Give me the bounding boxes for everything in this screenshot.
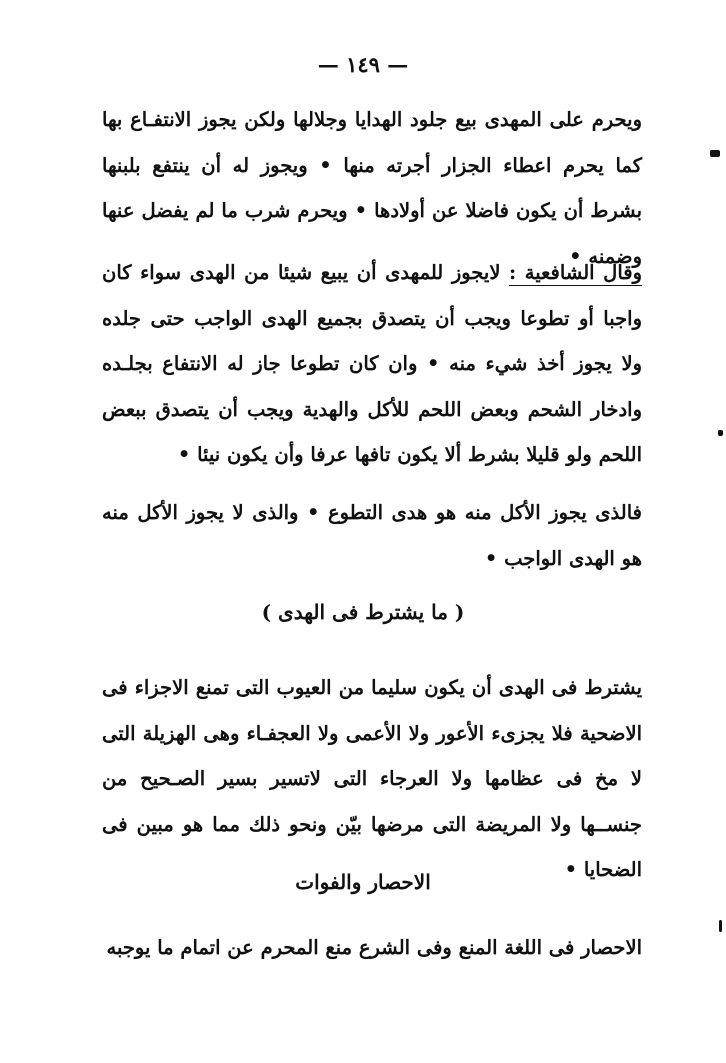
margin-ink-mark xyxy=(718,430,723,436)
paragraph-hady-sale-rules: ويحرم على المهدى بيع جلود الهدايا وجلالها ولكن يجوز الانتفـاع بها كما يحرم اعطاء الجزار أجرته منها • ويجوز له أن ينتفع بلبنها بشرط أن يكون فاضلا عن أولادها • ويحرم شرب ما لم يفضل عنها وضمنه • xyxy=(102,108,642,268)
paragraph-lead-shafii: وقال الشافعية : xyxy=(509,261,642,284)
paragraph-shafii-body: لايجوز للمهدى أن يبيع شيئا من الهدى سواء كان واجبا أو تطوعا ويجب أن يتصدق بجميع الهدى الواجب حتى جلده ولا يجوز أخذ شيء منه • وان كان تطوعا جاز له الانتفاع بجلـده وادخار الشحم وبعض اللحم للأكل والهدية ويجب أن يتصدق ببعض اللحم ولو قليلا بشرط ألا يكون تافها عرفا وأن يكون نيئا • xyxy=(102,261,642,466)
section-heading-ihsar: الاحصار والفوات xyxy=(295,870,431,894)
paragraph-eating-rule: فالذى يجوز الأكل منه هو هدى التطوع • والذى لا يجوز الأكل منه هو الهدى الواجب • xyxy=(102,501,642,570)
paragraph-ihsar-definition: الاحصار فى اللغة المنع وفى الشرع منع المحرم عن اتمام ما يوجبه xyxy=(106,936,642,959)
section-heading-hady-conditions: ( ما يشترط فى الهدى ) xyxy=(261,600,465,624)
paragraph-hady-conditions: يشترط فى الهدى أن يكون سليما من العيوب التى تمنع الاجزاء فى الاضحية فلا يجزىء الأعور ولا الأعمى ولا العجفـاء وهى الهزيلة التى لا مخ فى عظامها ولا العرجاء التى لاتسير بسير الصـحيح من جنســها ولا المريضة التى مرضها بيّن ونحو ذلك مما هو مبين فى الضحايا • xyxy=(102,676,642,881)
page-number: — ١٤٩ — xyxy=(317,52,409,77)
margin-ink-mark xyxy=(710,150,720,157)
paragraph-shafii-opinion xyxy=(102,250,642,478)
margin-ink-mark xyxy=(719,920,722,932)
